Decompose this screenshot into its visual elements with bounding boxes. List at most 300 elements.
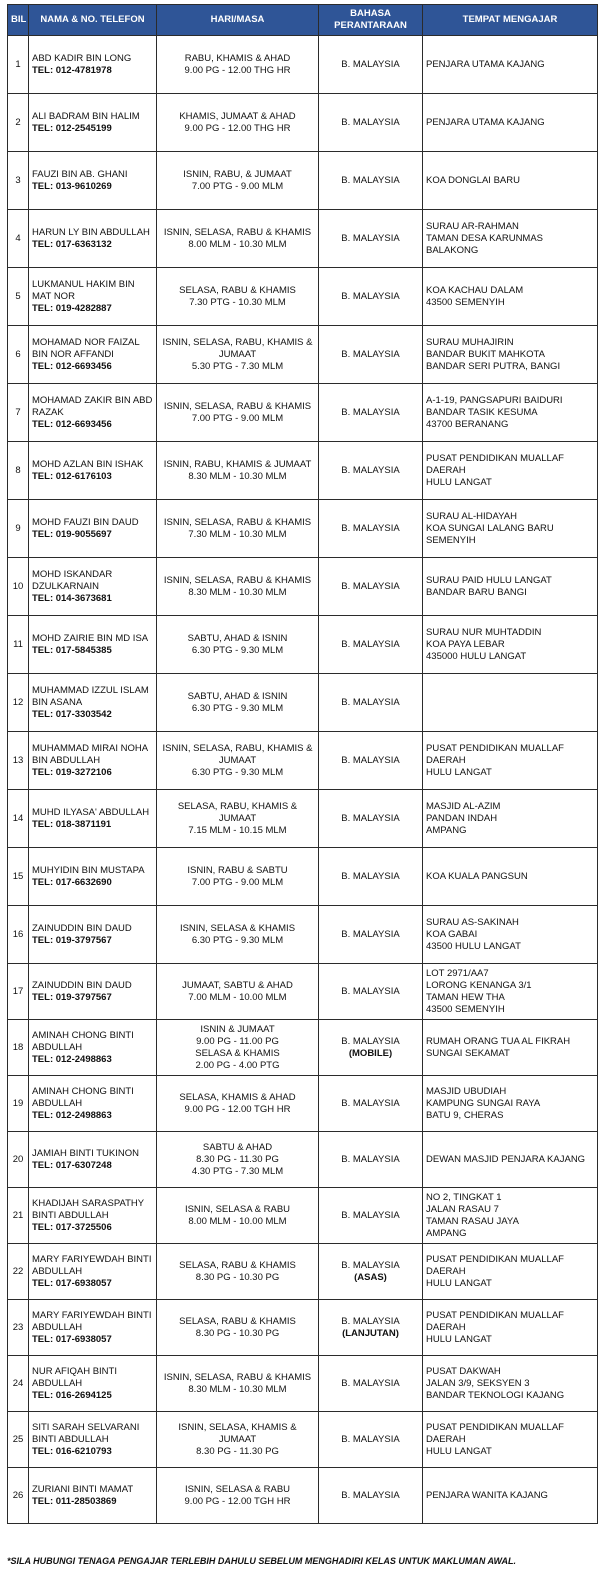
row-number: 9: [8, 500, 29, 558]
location-cell: [423, 442, 598, 500]
language-cell: [319, 1020, 423, 1076]
schedule-line: SABTU, AHAD & ISNIN: [187, 690, 288, 702]
location-line: MASJID UBUDIAH: [426, 1085, 507, 1097]
location-line: BATU 9, CHERAS: [426, 1109, 504, 1121]
table-row: [8, 152, 598, 210]
language-cell: [319, 674, 423, 732]
header-bahasa: BAHASA PERANTARAAN: [319, 5, 423, 36]
schedule-line: 6.30 PTG - 9.30 MLM: [191, 934, 284, 946]
table-row: [8, 1076, 598, 1132]
teacher-phone: TEL: 012-6176103: [32, 470, 112, 482]
schedule-line: 8.00 MLM - 10.30 MLM: [188, 238, 287, 250]
table-row: [8, 616, 598, 674]
location-cell: [423, 1468, 598, 1524]
teacher-phone: TEL: 016-2694125: [32, 1389, 112, 1401]
table-row: [8, 1244, 598, 1300]
language-label: B. MALAYSIA: [341, 464, 400, 476]
teacher-name: MOHD AZLAN BIN ISHAK: [32, 458, 144, 470]
schedule-cell: [157, 36, 319, 94]
location-line: SURAU AL-HIDAYAH: [426, 510, 517, 522]
teacher-name: SITI SARAH SELVARANI BINTI ABDULLAH: [32, 1421, 140, 1445]
schedule-cell: [157, 326, 319, 384]
schedule-line: SELASA, RABU & KHAMIS: [179, 284, 296, 296]
language-note: (MOBILE): [348, 1047, 393, 1059]
teacher-phone: TEL: 012-2498863: [32, 1053, 112, 1065]
schedule-line: 8.30 PG - 10.30 PG: [195, 1271, 280, 1283]
table-row: [8, 268, 598, 326]
schedule-line: 8.30 PG - 11.30 PG: [196, 1153, 279, 1165]
teacher-cell: [29, 326, 157, 384]
schedule-cell: [157, 1356, 319, 1412]
header-tempat: TEMPAT MENGAJAR: [423, 5, 598, 36]
language-label: B. MALAYSIA: [341, 1377, 400, 1389]
row-number: 26: [8, 1468, 29, 1524]
schedule-line: 7.00 PTG - 9.00 MLM: [191, 412, 284, 424]
location-line: DEWAN MASJID PENJARA KAJANG: [426, 1153, 586, 1165]
teacher-cell: [29, 36, 157, 94]
schedule-cell: [157, 1412, 319, 1468]
table-row: [8, 964, 598, 1020]
schedule-line: 8.30 MLM - 10.30 MLM: [188, 470, 287, 482]
location-line: SUNGAI SEKAMAT: [426, 1047, 510, 1059]
schedule-line: 8.30 MLM - 10.30 MLM: [188, 1383, 287, 1395]
schedule-line: 7.30 MLM - 10.30 MLM: [188, 528, 287, 540]
teacher-cell: [29, 1300, 157, 1356]
teacher-cell: [29, 790, 157, 848]
location-cell: [423, 500, 598, 558]
row-number: 21: [8, 1188, 29, 1244]
location-cell: [423, 384, 598, 442]
language-label: B. MALAYSIA: [341, 406, 400, 418]
teacher-name: MOHD ZAIRIE BIN MD ISA: [32, 632, 149, 644]
table-row: [8, 210, 598, 268]
row-number: 2: [8, 94, 29, 152]
schedule-line: 6.30 PTG - 9.30 MLM: [191, 766, 284, 778]
teacher-phone: TEL: 019-3272106: [32, 766, 112, 778]
language-cell: [319, 384, 423, 442]
schedule-line: 2.00 PG - 4.00 PTG: [195, 1059, 280, 1071]
schedule-line: SABTU, AHAD & ISNIN: [187, 632, 288, 644]
schedule-line: ISNIN, SELASA, RABU & KHAMIS: [163, 516, 312, 528]
teacher-name: MUHYIDIN BIN MUSTAPA: [32, 864, 145, 876]
location-line: PENJARA WANITA KAJANG: [426, 1489, 548, 1501]
row-number: 22: [8, 1244, 29, 1300]
header-hari: HARI/MASA: [157, 5, 319, 36]
teacher-cell: [29, 964, 157, 1020]
table-row: [8, 1020, 598, 1076]
schedule-line: SELASA, KHAMIS & AHAD: [179, 1091, 296, 1103]
header-bil: BIL: [8, 5, 29, 36]
teacher-phone: TEL: 012-6693456: [32, 360, 112, 372]
location-line: BANDAR BUKIT MAHKOTA: [426, 348, 545, 360]
schedule-line: JUMAAT: [218, 348, 257, 360]
teacher-phone: TEL: 013-9610269: [32, 180, 112, 192]
schedule-line: SELASA & KHAMIS: [195, 1047, 280, 1059]
language-cell: [319, 1468, 423, 1524]
table-row: [8, 94, 598, 152]
teacher-phone: TEL: 017-6363132: [32, 238, 112, 250]
location-line: HULU LANGAT: [426, 1445, 492, 1457]
teacher-phone: TEL: 019-3797567: [32, 934, 112, 946]
teacher-cell: [29, 152, 157, 210]
teacher-phone: TEL: 011-28503869: [32, 1495, 117, 1507]
language-label: B. MALAYSIA: [341, 580, 400, 592]
row-number: 20: [8, 1132, 29, 1188]
schedule-cell: [157, 94, 319, 152]
teacher-name: MOHAMAD NOR FAIZAL BIN NOR AFFANDI: [32, 336, 140, 360]
schedule-cell: [157, 152, 319, 210]
language-label: B. MALAYSIA: [341, 696, 400, 708]
language-label: B. MALAYSIA: [341, 348, 400, 360]
table-row: [8, 790, 598, 848]
language-label: B. MALAYSIA: [341, 1259, 400, 1271]
teacher-name: MOHD FAUZI BIN DAUD: [32, 516, 139, 528]
language-cell: [319, 210, 423, 268]
schedule-line: 5.30 PTG - 7.30 MLM: [191, 360, 284, 372]
location-line: PENJARA UTAMA KAJANG: [426, 116, 545, 128]
location-cell: [423, 1076, 598, 1132]
table-row: [8, 1132, 598, 1188]
schedule-cell: [157, 848, 319, 906]
teacher-phone: TEL: 014-3673681: [32, 592, 112, 604]
language-cell: [319, 1076, 423, 1132]
row-number: 17: [8, 964, 29, 1020]
language-cell: [319, 1300, 423, 1356]
location-cell: [423, 152, 598, 210]
teacher-cell: [29, 1356, 157, 1412]
language-note: (LANJUTAN): [342, 1327, 399, 1339]
schedule-cell: [157, 1076, 319, 1132]
teacher-phone: TEL: 017-6938057: [32, 1277, 112, 1289]
teacher-phone: TEL: 019-4282887: [32, 302, 112, 314]
location-line: KOA PAYA LEBAR: [426, 638, 505, 650]
row-number: 7: [8, 384, 29, 442]
schedule-line: SELASA, RABU & KHAMIS: [179, 1259, 296, 1271]
schedule-line: 7.00 PTG - 9.00 MLM: [191, 180, 284, 192]
language-label: B. MALAYSIA: [341, 812, 400, 824]
teacher-phone: TEL: 017-3303542: [32, 708, 112, 720]
location-cell: [423, 848, 598, 906]
schedule-line: ISNIN, SELASA & KHAMIS: [179, 922, 296, 934]
teacher-name: AMINAH CHONG BINTI ABDULLAH: [32, 1085, 134, 1109]
schedule-cell: [157, 906, 319, 964]
teacher-cell: [29, 384, 157, 442]
teacher-phone: TEL: 017-6307248: [32, 1159, 112, 1171]
location-cell: [423, 964, 598, 1020]
schedule-line: 6.30 PTG - 9.30 MLM: [191, 644, 284, 656]
teacher-cell: [29, 558, 157, 616]
table-row: [8, 36, 598, 94]
table-row: [8, 906, 598, 964]
language-cell: [319, 1188, 423, 1244]
table-row: [8, 732, 598, 790]
location-cell: [423, 1020, 598, 1076]
schedule-line: ISNIN, SELASA, RABU, KHAMIS &: [162, 742, 313, 754]
schedule-line: 8.30 PG - 10.30 PG: [195, 1327, 280, 1339]
location-cell: [423, 1132, 598, 1188]
language-label: B. MALAYSIA: [341, 985, 400, 997]
language-cell: [319, 152, 423, 210]
language-label: B. MALAYSIA: [341, 1315, 400, 1327]
location-cell: [423, 1188, 598, 1244]
location-line: BANDAR TASIK KESUMA: [426, 406, 538, 418]
schedule-line: 8.30 PG - 11.30 PG: [196, 1445, 279, 1457]
schedule-line: ISNIN, SELASA, RABU & KHAMIS: [163, 1371, 312, 1383]
table-row: [8, 500, 598, 558]
location-line: TAMAN HEW THA: [426, 991, 505, 1003]
language-label: B. MALAYSIA: [341, 522, 400, 534]
location-line: PUSAT PENDIDIKAN MUALLAF DAERAH: [426, 1253, 564, 1277]
location-line: JALAN 3/9, SEKSYEN 3: [426, 1377, 530, 1389]
language-label: B. MALAYSIA: [341, 1433, 400, 1445]
language-cell: [319, 558, 423, 616]
schedule-line: ISNIN, RABU & SABTU: [187, 864, 288, 876]
teacher-name: ALI BADRAM BIN HALIM: [32, 110, 140, 122]
teacher-name: NUR AFIQAH BINTI ABDULLAH: [32, 1365, 117, 1389]
schedule-cell: [157, 1244, 319, 1300]
location-line: BANDAR BARU BANGI: [426, 586, 527, 598]
schedule-line: SABTU & AHAD: [202, 1141, 273, 1153]
location-line: TAMAN DESA KARUNMAS: [426, 232, 544, 244]
table-row: [8, 1188, 598, 1244]
location-line: HULU LANGAT: [426, 1277, 492, 1289]
location-line: PANDAN INDAH: [426, 812, 498, 824]
schedule-line: ISNIN, SELASA, RABU & KHAMIS: [163, 226, 312, 238]
teacher-cell: [29, 1076, 157, 1132]
location-line: JALAN RASAU 7: [426, 1203, 499, 1215]
teacher-phone: TEL: 012-2545199: [32, 122, 112, 134]
schedule-line: SELASA, RABU & KHAMIS: [179, 1315, 296, 1327]
location-line: SURAU AS-SAKINAH: [426, 916, 519, 928]
language-label: B. MALAYSIA: [341, 116, 400, 128]
location-line: 43700 BERANANG: [426, 418, 509, 430]
row-number: 23: [8, 1300, 29, 1356]
schedule-cell: [157, 1020, 319, 1076]
location-line: KOA GABAI: [426, 928, 478, 940]
location-line: KOA SUNGAI LALANG BARU: [426, 522, 554, 534]
location-cell: [423, 790, 598, 848]
schedule-line: 9.00 PG - 12.00 THG HR: [184, 122, 291, 134]
schedule-line: JUMAAT, SABTU & AHAD: [182, 979, 293, 991]
location-cell: [423, 732, 598, 790]
schedule-cell: [157, 1188, 319, 1244]
location-line: SURAU PAID HULU LANGAT: [426, 574, 552, 586]
row-number: 11: [8, 616, 29, 674]
row-number: 4: [8, 210, 29, 268]
language-cell: [319, 964, 423, 1020]
teacher-name: MUHAMMAD IZZUL ISLAM BIN ASANA: [32, 684, 149, 708]
teacher-name: MARY FARIYEWDAH BINTI ABDULLAH: [32, 1253, 152, 1277]
location-line: PUSAT PENDIDIKAN MUALLAF DAERAH: [426, 1309, 564, 1333]
location-line: 435000 HULU LANGAT: [426, 650, 527, 662]
row-number: 12: [8, 674, 29, 732]
language-cell: [319, 616, 423, 674]
schedule-cell: [157, 210, 319, 268]
teacher-cell: [29, 1412, 157, 1468]
teacher-cell: [29, 1132, 157, 1188]
table-row: [8, 1356, 598, 1412]
language-cell: [319, 732, 423, 790]
location-cell: [423, 1356, 598, 1412]
language-label: B. MALAYSIA: [341, 754, 400, 766]
schedule-line: 7.15 MLM - 10.15 MLM: [188, 824, 287, 836]
teacher-phone: TEL: 012-6693456: [32, 418, 112, 430]
teacher-cell: [29, 94, 157, 152]
language-label: B. MALAYSIA: [341, 232, 400, 244]
language-label: B. MALAYSIA: [341, 1153, 400, 1165]
language-cell: [319, 326, 423, 384]
table-row: [8, 1468, 598, 1524]
language-note: (ASAS): [354, 1271, 387, 1283]
teacher-phone: TEL: 017-6632690: [32, 876, 112, 888]
teacher-name: MUHD ILYASA' ABDULLAH: [32, 806, 150, 818]
schedule-cell: [157, 674, 319, 732]
teacher-name: AMINAH CHONG BINTI ABDULLAH: [32, 1029, 134, 1053]
location-cell: [423, 906, 598, 964]
teacher-name: ZURIANI BINTI MAMAT: [32, 1483, 134, 1495]
table-row: [8, 384, 598, 442]
teacher-phone: TEL: 012-4781978: [32, 64, 112, 76]
language-cell: [319, 1244, 423, 1300]
language-label: B. MALAYSIA: [341, 870, 400, 882]
location-line: BANDAR TEKNOLOGI KAJANG: [426, 1389, 565, 1401]
location-line: 43500 SEMENYIH: [426, 1003, 505, 1015]
schedule-line: ISNIN, SELASA, RABU & KHAMIS: [163, 574, 312, 586]
row-number: 19: [8, 1076, 29, 1132]
location-line: PENJARA UTAMA KAJANG: [426, 58, 545, 70]
location-cell: [423, 674, 598, 732]
location-line: BALAKONG: [426, 244, 479, 256]
location-cell: [423, 1244, 598, 1300]
row-number: 8: [8, 442, 29, 500]
teacher-cell: [29, 674, 157, 732]
language-cell: [319, 442, 423, 500]
teacher-name: LUKMANUL HAKIM BIN MAT NOR: [32, 278, 135, 302]
teacher-name: ABD KADIR BIN LONG: [32, 52, 132, 64]
schedule-line: ISNIN, SELASA, RABU, KHAMIS &: [162, 336, 313, 348]
location-line: KOA DONGLAI BARU: [426, 174, 520, 186]
location-line: PUSAT PENDIDIKAN MUALLAF DAERAH: [426, 742, 564, 766]
language-cell: [319, 500, 423, 558]
teacher-name: MOHD ISKANDAR DZULKARNAIN: [32, 568, 113, 592]
location-cell: [423, 1300, 598, 1356]
schedule-line: ISNIN, RABU, KHAMIS & JUMAAT: [163, 458, 312, 470]
schedule-line: 8.00 MLM - 10.00 MLM: [188, 1215, 287, 1227]
teacher-cell: [29, 1468, 157, 1524]
schedule-cell: [157, 790, 319, 848]
location-line: HULU LANGAT: [426, 766, 492, 778]
location-cell: [423, 94, 598, 152]
teacher-cell: [29, 1020, 157, 1076]
teacher-phone: TEL: 019-9055697: [32, 528, 112, 540]
teacher-phone: TEL: 016-6210793: [32, 1445, 112, 1457]
teacher-cell: [29, 268, 157, 326]
location-line: SURAU NUR MUHTADDIN: [426, 626, 542, 638]
row-number: 13: [8, 732, 29, 790]
teacher-cell: [29, 1244, 157, 1300]
row-number: 1: [8, 36, 29, 94]
footnote: *SILA HUBUNGI TENAGA PENGAJAR TERLEBIH DAHULU SEBELUM MENGHADIRI KELAS UNTUK MAKLUMAN AWAL.: [7, 1556, 516, 1566]
location-line: 43500 SEMENYIH: [426, 296, 505, 308]
teacher-name: MOHAMAD ZAKIR BIN ABD RAZAK: [32, 394, 153, 418]
location-line: RUMAH ORANG TUA AL FIKRAH: [426, 1035, 571, 1047]
table-header: [8, 5, 598, 36]
teacher-name: MARY FARIYEWDAH BINTI ABDULLAH: [32, 1309, 152, 1333]
schedule-line: ISNIN & JUMAAT: [200, 1023, 275, 1035]
language-cell: [319, 848, 423, 906]
language-label: B. MALAYSIA: [341, 58, 400, 70]
language-label: B. MALAYSIA: [341, 1489, 400, 1501]
table-row: [8, 1412, 598, 1468]
location-line: BANDAR SERI PUTRA, BANGI: [426, 360, 561, 372]
language-label: B. MALAYSIA: [341, 174, 400, 186]
table-row: [8, 1300, 598, 1356]
teacher-cell: [29, 442, 157, 500]
schedule-line: 9.00 PG - 12.00 THG HR: [184, 64, 291, 76]
location-line: 43500 HULU LANGAT: [426, 940, 521, 952]
schedule-line: 7.30 PTG - 10.30 MLM: [189, 296, 286, 308]
language-cell: [319, 1132, 423, 1188]
table-row: [8, 674, 598, 732]
location-line: HULU LANGAT: [426, 476, 492, 488]
location-line: PUSAT DAKWAH: [426, 1365, 501, 1377]
teacher-phone: TEL: 017-6938057: [32, 1333, 112, 1345]
schedule-line: ISNIN, SELASA, RABU & KHAMIS: [163, 400, 312, 412]
schedule-line: 9.00 PG - 11.00 PG: [196, 1035, 279, 1047]
language-cell: [319, 1412, 423, 1468]
schedule-cell: [157, 1468, 319, 1524]
row-number: 6: [8, 326, 29, 384]
location-cell: [423, 1412, 598, 1468]
location-line: AMPANG: [426, 824, 467, 836]
teacher-phone: TEL: 017-5845385: [32, 644, 112, 656]
row-number: 3: [8, 152, 29, 210]
teacher-name: ZAINUDDIN BIN DAUD: [32, 922, 132, 934]
location-line: SEMENYIH: [426, 534, 476, 546]
teacher-cell: [29, 500, 157, 558]
language-cell: [319, 790, 423, 848]
row-number: 18: [8, 1020, 29, 1076]
language-label: B. MALAYSIA: [341, 1035, 400, 1047]
location-cell: [423, 36, 598, 94]
teacher-phone: TEL: 019-3797567: [32, 991, 112, 1003]
location-line: AMPANG: [426, 1227, 467, 1239]
teacher-phone: TEL: 018-3871191: [32, 818, 112, 830]
schedule-line: ISNIN, SELASA & RABU: [184, 1203, 291, 1215]
table-row: [8, 558, 598, 616]
location-line: KOA KACHAU DALAM: [426, 284, 524, 296]
table-row: [8, 848, 598, 906]
teacher-cell: [29, 848, 157, 906]
location-line: PUSAT PENDIDIKAN MUALLAF DAERAH: [426, 1421, 564, 1445]
schedule-cell: [157, 732, 319, 790]
teacher-name: ZAINUDDIN BIN DAUD: [32, 979, 132, 991]
location-line: MASJID AL-AZIM: [426, 800, 501, 812]
schedule-line: JUMAAT: [218, 754, 257, 766]
teacher-name: HARUN LY BIN ABDULLAH: [32, 226, 150, 238]
location-cell: [423, 558, 598, 616]
schedule-line: 4.30 PTG - 7.30 MLM: [191, 1165, 284, 1177]
teacher-cell: [29, 1188, 157, 1244]
teacher-phone: TEL: 017-3725506: [32, 1221, 112, 1233]
teacher-cell: [29, 210, 157, 268]
row-number: 24: [8, 1356, 29, 1412]
location-line: KAMPUNG SUNGAI RAYA: [426, 1097, 541, 1109]
schedule-cell: [157, 268, 319, 326]
language-cell: [319, 1356, 423, 1412]
teacher-name: JAMIAH BINTI TUKINON: [32, 1147, 139, 1159]
schedule-cell: [157, 1300, 319, 1356]
